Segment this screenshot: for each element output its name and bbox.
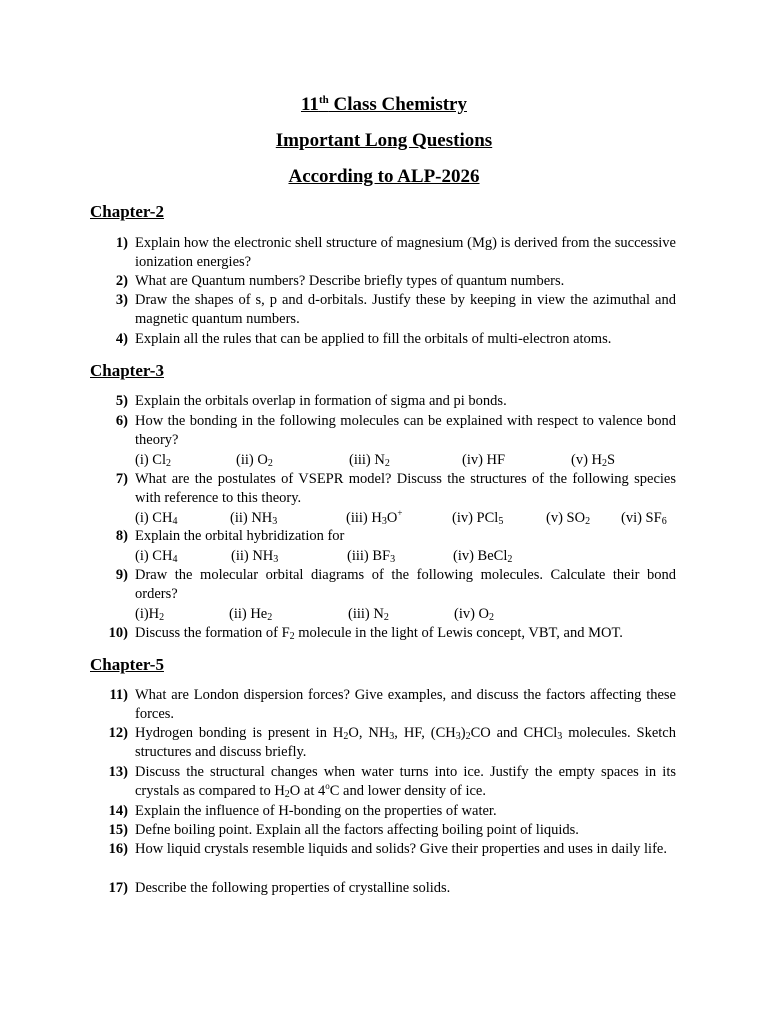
option-item: (iii) $H_3O^+$ <box>346 508 403 527</box>
page-subtitle: Important Long Questions <box>275 130 493 151</box>
option-item: (iii) $N_2$ <box>349 452 390 469</box>
question-text: Defne boiling point. Explain all the factors affecting boiling point of liquids. <box>135 822 579 838</box>
question-text: How liquid crystals resemble liquids and solids? Give their properties and uses in daily life. <box>135 841 667 857</box>
question-number: 4) <box>115 331 128 347</box>
option-item: (ii) $NH_3$ <box>230 510 278 527</box>
question-number: 7) <box>115 471 128 487</box>
question-number: 10) <box>108 625 128 641</box>
question-text: Describe the following properties of crystalline solids. <box>135 880 451 896</box>
option-item: (ii) $He_2$ <box>229 606 273 623</box>
question-number: 5) <box>115 393 128 409</box>
option-item: $(i)H_2$ <box>135 606 165 623</box>
question-9-options <box>135 605 695 624</box>
chapter-3-heading: Chapter-3 <box>90 361 164 380</box>
question-number: 1) <box>115 235 128 251</box>
question-number: 16) <box>108 841 128 857</box>
option-item: (iv) HF <box>462 452 506 468</box>
question-number: 9) <box>115 567 128 583</box>
question-text: Draw the molecular orbital diagrams of the following molecules. Calculate their bond orders? <box>135 567 676 602</box>
option-item: (iii) $N_2$ <box>348 606 389 623</box>
question-text: Explain how the electronic shell structure of magnesium (Mg) is derived from the successive ionization energies? <box>135 235 676 270</box>
question-text: What are the postulates of VSEPR model? Discuss the structures of the following species with reference to this theory. <box>135 471 676 506</box>
question-number: 3) <box>115 292 128 308</box>
title-superscript: th <box>318 94 329 106</box>
question-number: 11) <box>109 687 128 703</box>
chapter-2-heading: Chapter-2 <box>90 202 164 221</box>
option-item: (i) $CH_4$ <box>135 548 178 565</box>
option-item: (i) $Cl_2$ <box>135 452 172 469</box>
question-text: Explain the orbital hybridization for <box>135 528 345 544</box>
question-number: 12) <box>108 725 128 741</box>
option-item: (iv) BeCl$_2$ <box>453 548 513 565</box>
question-number: 15) <box>108 822 128 838</box>
question-8-options <box>135 547 695 566</box>
option-item: (ii) $O_2$ <box>236 452 273 469</box>
page-subtitle-alp: According to ALP-2026 <box>288 166 480 187</box>
question-6-options <box>135 451 695 470</box>
option-item: (vi) $SF_6$ <box>621 510 667 527</box>
chapter-5-heading: Chapter-5 <box>90 655 164 674</box>
question-text: Hydrogen bonding is present in $H_2O$, $NH_3$, HF, $(CH_3)_2CO$ and CHCl$_3$ molecules. Sketch structures and discuss briefly. <box>135 725 676 760</box>
question-text: Explain all the rules that can be applied to fill the orbitals of multi-electron atoms. <box>135 331 612 347</box>
question-text: Explain the orbitals overlap in formation of sigma and pi bonds. <box>135 393 507 409</box>
option-item: (iv) PCl$_5$ <box>452 510 504 527</box>
question-number: 13) <box>108 764 128 780</box>
option-item: (v) $H_2S$ <box>571 452 616 469</box>
question-number: 8) <box>115 528 128 544</box>
question-text: How the bonding in the following molecules can be explained with respect to valence bond theory? <box>135 413 676 448</box>
question-number: 6) <box>115 413 128 429</box>
title-number: 11 <box>300 94 319 115</box>
question-text: Draw the shapes of s, p and d-orbitals. Justify these by keeping in view the azimuthal and magnetic quantum numbers. <box>135 292 676 327</box>
question-number: 17) <box>108 880 128 896</box>
title-text: Class Chemistry <box>328 94 467 115</box>
option-item: (iv) $O_2$ <box>454 606 495 623</box>
page-title <box>0 94 768 116</box>
option-item: (i) $CH_4$ <box>135 510 178 527</box>
question-7-options <box>135 509 695 528</box>
question-text: What are Quantum numbers? Describe briefly types of quantum numbers. <box>135 273 565 289</box>
question-number: 2) <box>115 273 128 289</box>
question-text: Explain the influence of H-bonding on the properties of water. <box>135 803 497 819</box>
question-text: Discuss the formation of $F_2$ molecule in the light of Lewis concept, VBT, and MOT. <box>135 625 623 642</box>
option-item: (iii) $BF_3$ <box>347 548 396 565</box>
question-text: Discuss the structural changes when water turns into ice. Justify the empty spaces in its crystals as compared to $H_2O$ at 4$^o$C and lower density of ice. <box>135 764 676 800</box>
option-item: (ii) $NH_3$ <box>231 548 279 565</box>
question-number: 14) <box>108 803 128 819</box>
option-item: (v) $SO_2$ <box>546 510 591 527</box>
question-text: What are London dispersion forces? Give examples, and discuss the factors affecting these forces. <box>135 687 676 722</box>
